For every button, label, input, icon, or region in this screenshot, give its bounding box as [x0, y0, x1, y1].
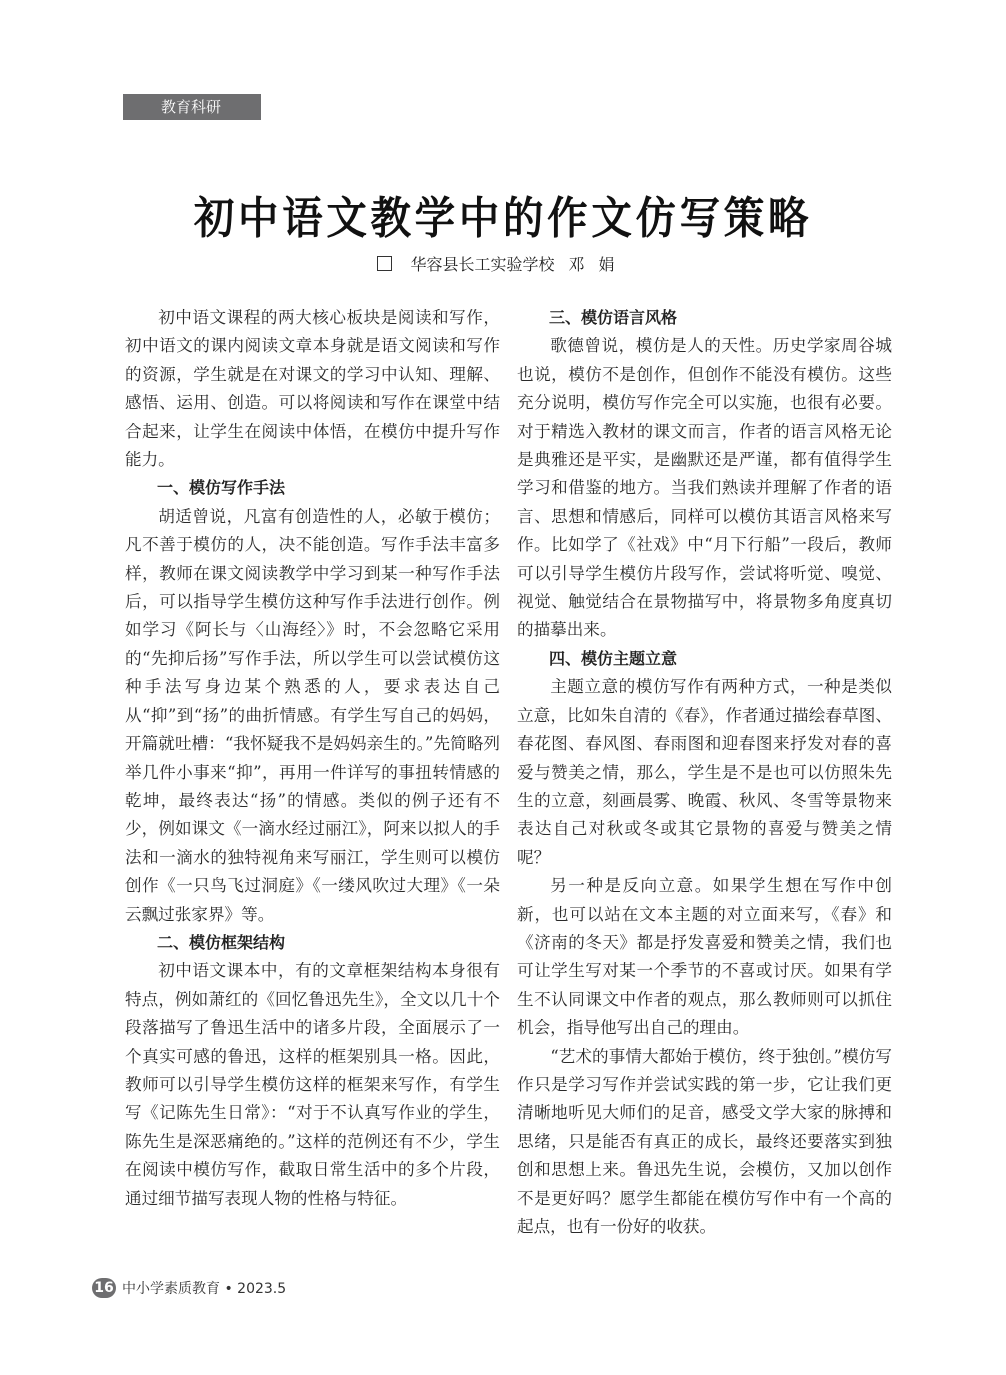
paragraph: 初中语文课本中，有的文章框架结构本身很有特点，例如萧红的《回忆鲁迅先生》，全文以几十个段落描写了鲁迅生活中的诸多片段，全面展示了一个真实可感的鲁迅，这样的框架别具一格。因此，教师可以引导学生模仿这样的框架来写作，有学生写《记陈先生日常》：“对于不认真写作业的学生，陈先生是深恶痛绝的。”这样的范例还有不少，学生在阅读中模仿写作，截取日常生活中的多个片段，通过细节描写表现人物的性格与特征。 [125, 961, 500, 1208]
paragraph: “艺术的事情大都始于模仿，终于独创。”模仿写作只是学习写作并尝试实践的第一步，它让我们更清晰地听见大师们的足音，感受文学大家的脉搏和思绪，只是能否有真正的成长，最终还要落实到独创和思想上来。鲁迅先生说，会模仿，又加以创作不是更好吗？愿学生都能在模仿写作中有一个高的起点，也有一份好的收获。 [517, 1046, 892, 1236]
paragraph: 歌德曾说，模仿是人的天性。历史学家周谷城也说，模仿不是创作，但创作不能没有模仿。这些充分说明，模仿写作完全可以实施，也很有必要。对于精选入教材的课文而言，作者的语言风格无论是典雅还是平实，是幽默还是严谨，都有值得学生学习和借鉴的地方。当我们熟读并理解了作者的语言、思想和情感后，同样可以模仿其语言风格来写作。比如学了《社戏》中“月下行船”一段后，教师可以引导学生模仿片段写作，尝试将听觉、嗅觉、视觉、触觉结合在景物描写中，将景物多角度真切的描摹出来。 [517, 336, 892, 640]
square-icon [377, 256, 392, 271]
article-title: 初中语文教学中的作文仿写策略 [193, 193, 813, 244]
paragraph: 主题立意的模仿写作有两种方式，一种是类似立意，比如朱自清的《春》，作者通过描绘春草图、春花图、春风图、春雨图和迎春图来抒发对春的喜爱与赞美之情，那么，学生是不是也可以仿照朱先生的立意，刻画晨雾、晚霞、秋风、冬雪等景物来表达自己对秋或冬或其它景物的喜爱与赞美之情呢？ [517, 677, 892, 867]
right-column [517, 304, 892, 1241]
section-heading: 三、模仿语言风格 [549, 308, 678, 327]
section-heading: 一、模仿写作手法 [157, 478, 286, 498]
byline-author: 邓娟 [568, 255, 629, 274]
paragraph: 另一种是反向立意。如果学生想在写作中创新，也可以站在文本主题的对立面来写，《春》和《济南的冬天》都是抒发喜爱和赞美之情，我们也可让学生写对某一个季节的不喜或讨厌。如果有学生不认同课文中作者的观点，那么教师则可以抓住机会，指导他写出自己的理由。 [517, 876, 892, 1038]
page-footer [92, 1278, 286, 1298]
byline-institution: 华容县长工实验学校 [410, 255, 555, 274]
left-column [125, 304, 500, 1213]
paragraph: 初中语文课程的两大核心板块是阅读和写作，初中语文的课内阅读文章本身就是语文阅读和写作的资源，学生就是在对课文的学习中认知、理解、感悟、运用、创造。可以将阅读和写作在课堂中结合起来，让学生在阅读中体悟，在模仿中提升写作能力。 [125, 308, 500, 470]
paragraph: 胡适曾说，凡富有创造性的人，必敏于模仿；凡不善于模仿的人，决不能创造。写作手法丰富多样，教师在课文阅读教学中学习到某一种写作手法后，可以指导学生模仿这种写作手法进行创作。例如学习《阿长与〈山海经〉》时，不会忽略它采用的“先抑后扬”写作手法，所以学生可以尝试模仿这种手法写身边某个熟悉的人，要求表达自己从“抑”到“扬”的曲折情感。有学生写自己的妈妈，开篇就吐槽：“我怀疑我不是妈妈亲生的。”先简略列举几件小事来“抑”，再用一件详写的事扭转情感的乾坤，最终表达“扬”的情感。类似的例子还有不少，例如课文《一滴水经过丽江》，阿来以拟人的手法和一滴水的独特视角来写丽江，学生则可以模仿创作《一只鸟飞过洞庭》《一缕风吹过大理》《一朵云飘过张家界》等。 [125, 506, 500, 924]
journal-info: 中小学素质教育 • 2023.5 [122, 1281, 287, 1297]
section-tag: 教育科研 [123, 94, 261, 120]
section-heading: 二、模仿框架结构 [157, 932, 286, 952]
byline [0, 252, 1006, 275]
page-number: 16 [92, 1278, 116, 1298]
section-heading: 四、模仿主题立意 [549, 648, 678, 668]
